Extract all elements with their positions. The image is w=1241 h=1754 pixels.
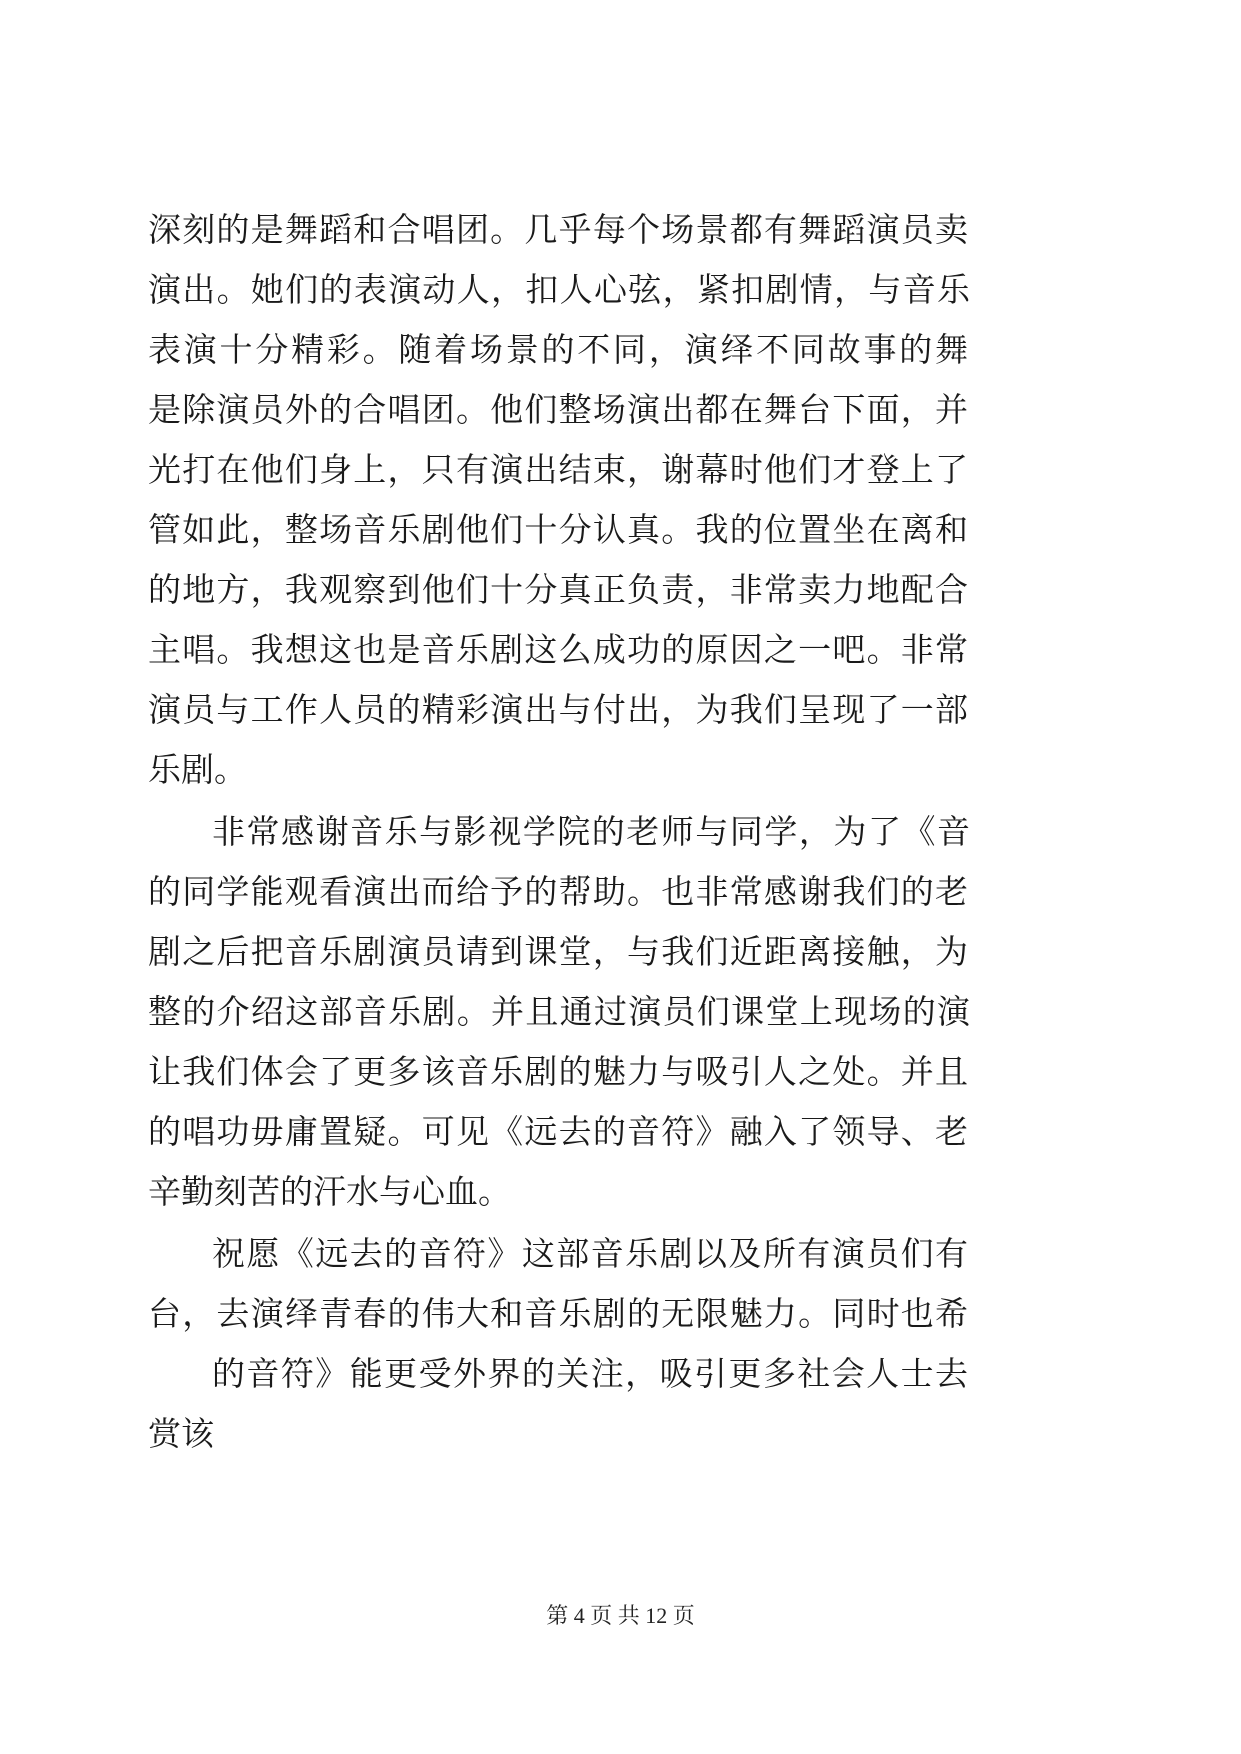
text-line: 的音符》能更受外界的关注，吸引更多社会人士去	[212, 1354, 968, 1393]
text-line: 整的介绍这部音乐剧。并且通过演员们课堂上现场的演	[148, 992, 970, 1031]
text-line: 祝愿《远去的音符》这部音乐剧以及所有演员们有	[212, 1234, 968, 1273]
text-line: 的同学能观看演出而给予的帮助。也非常感谢我们的老	[148, 872, 968, 911]
text-line: 非常感谢音乐与影视学院的老师与同学，为了《音	[212, 812, 970, 851]
text-line: 的地方，我观察到他们十分真正负责，非常卖力地配合	[148, 570, 968, 609]
text-line: 辛勤刻苦的汗水与心血。	[148, 1172, 511, 1211]
text-line: 主唱。我想这也是音乐剧这么成功的原因之一吧。非常	[148, 630, 968, 669]
text-line: 台，去演绎青春的伟大和音乐剧的无限魅力。同时也希	[148, 1294, 968, 1333]
text-line: 乐剧。	[148, 750, 247, 789]
text-line: 深刻的是舞蹈和合唱团。几乎每个场景都有舞蹈演员卖	[148, 210, 968, 249]
page-footer: 第 4 页 共 12 页	[546, 1603, 695, 1628]
text-line: 演员与工作人员的精彩演出与付出，为我们呈现了一部	[148, 690, 968, 729]
text-line: 演出。她们的表演动人，扣人心弦，紧扣剧情，与音乐	[148, 270, 970, 309]
text-line: 管如此，整场音乐剧他们十分认真。我的位置坐在离和	[148, 510, 968, 549]
text-line: 表演十分精彩。随着场景的不同，演绎不同故事的舞	[148, 330, 968, 369]
text-line: 让我们体会了更多该音乐剧的魅力与吸引人之处。并且	[148, 1052, 968, 1091]
text-line: 是除演员外的合唱团。他们整场演出都在舞台下面，并	[148, 390, 968, 429]
text-line: 的唱功毋庸置疑。可见《远去的音符》融入了领导、老	[148, 1112, 968, 1151]
text-line: 光打在他们身上，只有演出结束，谢幕时他们才登上了	[148, 450, 968, 489]
text-line: 剧之后把音乐剧演员请到课堂，与我们近距离接触，为	[148, 932, 968, 971]
text-line: 赏该	[148, 1414, 214, 1453]
